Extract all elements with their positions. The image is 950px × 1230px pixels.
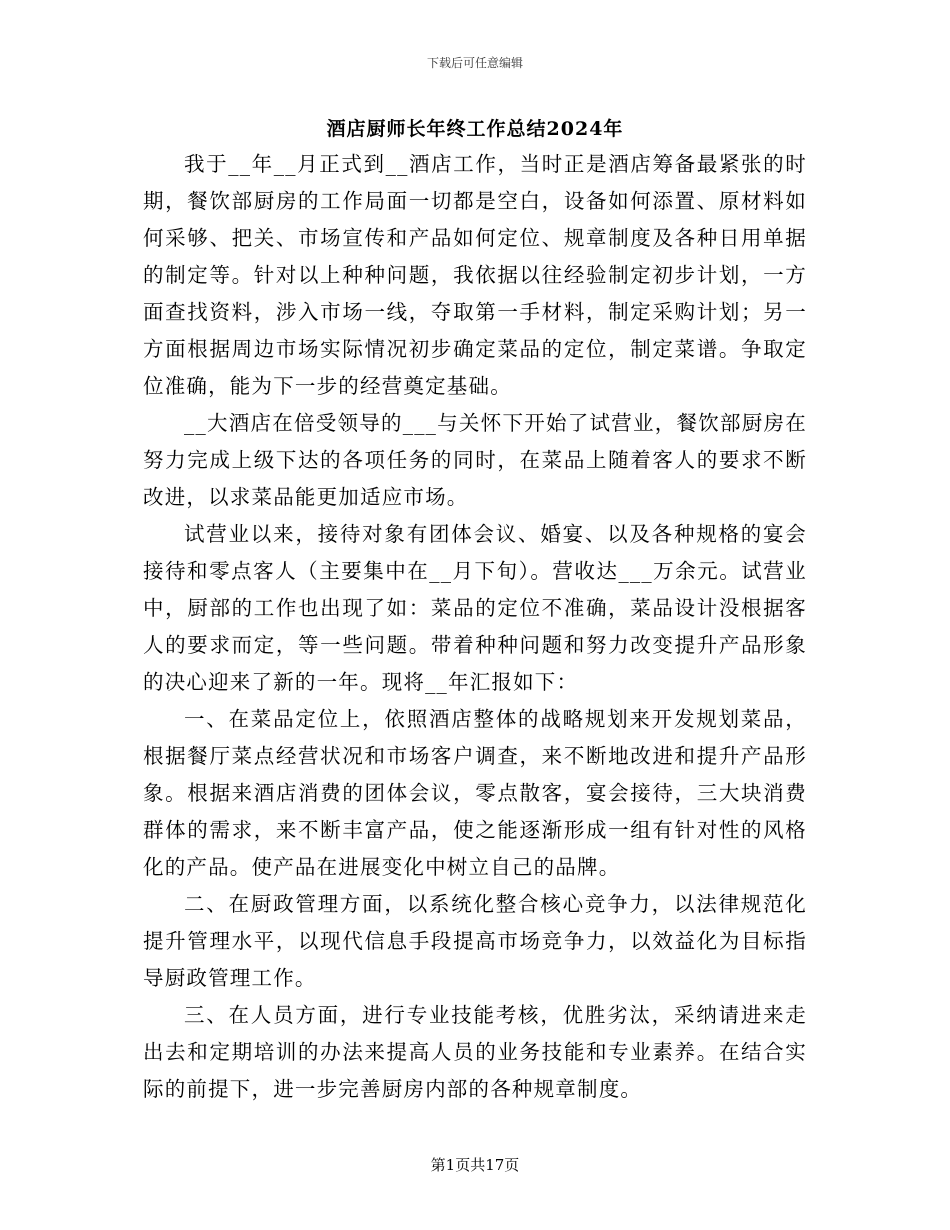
paragraph: 二、在厨政管理方面，以系统化整合核心竞争力，以法律规范化提升管理水平，以现代信息手段提高市场竞争力，以效益化为目标指导厨政管理工作。 — [143, 892, 807, 990]
document-body — [143, 146, 807, 1108]
paragraph: 一、在菜品定位上，依照酒店整体的战略规划来开发规划菜品，根据餐厅菜点经营状况和市场客户调查，来不断地改进和提升产品形象。根据来酒店消费的团体会议，零点散客，宴会接待，三大块消费群体的需求，来不断丰富产品，使之能逐渐形成一组有针对性的风格化的产品。使产品在进展变化中树立自己的品牌。 — [143, 707, 807, 879]
page-number: 第1页共17页 — [430, 1156, 520, 1174]
document-title: 酒店厨师长年终工作总结2024年 — [326, 118, 624, 140]
paragraph: __大酒店在倍受领导的___与关怀下开始了试营业，餐饮部厨房在努力完成上级下达的各项任务的同时，在菜品上随着客人的要求不断改进，以求菜品能更加适应市场。 — [143, 411, 807, 509]
header-note: 下载后可任意编辑 — [426, 56, 523, 70]
paragraph: 三、在人员方面，进行专业技能考核，优胜劣汰，采纳请进来走出去和定期培训的办法来提高人员的业务技能和专业素养。在结合实际的前提下，进一步完善厨房内部的各种规章制度。 — [143, 1003, 807, 1101]
paragraph: 我于__年__月正式到__酒店工作，当时正是酒店筹备最紧张的时期，餐饮部厨房的工作局面一切都是空白，设备如何添置、原材料如何采够、把关、市场宣传和产品如何定位、规章制度及各种日用单据的制定等。针对以上种种问题，我依据以往经验制定初步计划，一方面查找资料，涉入市场一线，夺取第一手材料，制定采购计划；另一方面根据周边市场实际情况初步确定菜品的定位，制定菜谱。争取定位准确，能为下一步的经营奠定基础。 — [143, 152, 807, 398]
paragraph: 试营业以来，接待对象有团体会议、婚宴、以及各种规格的宴会接待和零点客人（主要集中在__月下旬）。营收达___万余元。试营业中，厨部的工作也出现了如：菜品的定位不准确，菜品设计没根据客人的要求而定，等一些问题。带着种种问题和努力改变提升产品形象的决心迎来了新的一年。现将__年汇报如下： — [143, 522, 807, 694]
